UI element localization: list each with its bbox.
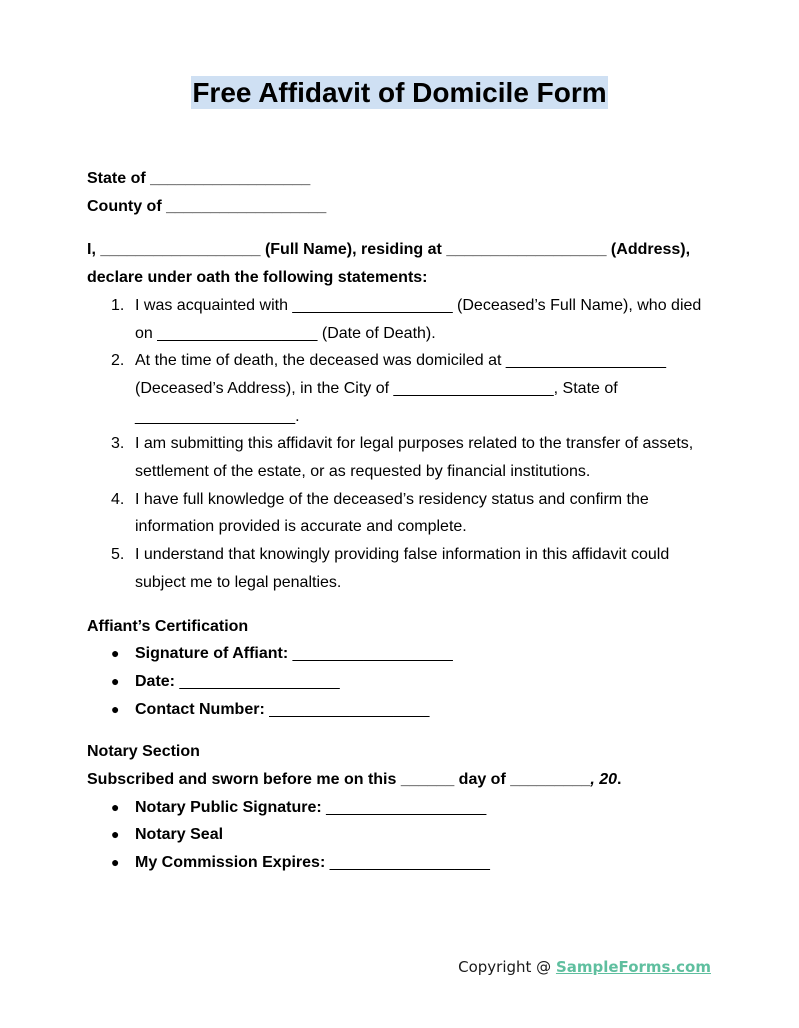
statement-text: I have full knowledge of the deceased’s residency status and confirm the information provided is accurate and complete. (135, 490, 649, 536)
bullet-icon: ● (111, 700, 120, 717)
field-label: My Commission Expires: (135, 854, 326, 872)
list-item (87, 794, 717, 822)
brand-link[interactable]: SampleForms.com (555, 958, 711, 976)
statement-list (87, 292, 717, 597)
certification-heading: Affiant’s Certification (87, 617, 249, 635)
form-body (87, 165, 717, 877)
bullet-icon: ● (111, 645, 120, 662)
statement-text: I understand that knowingly providing false information in this affidavit could subject me to legal penalties. (135, 546, 670, 591)
bullet-icon: ● (111, 826, 120, 843)
list-number: 5. (111, 546, 125, 564)
field-blank[interactable]: __________________ (269, 700, 430, 718)
list-item (87, 821, 717, 849)
field-label: Notary Seal (135, 826, 224, 844)
list-item (87, 849, 717, 877)
field-label: Date: (135, 672, 176, 690)
field-blank[interactable]: __________________ (329, 854, 490, 872)
statement-text: At the time of death, the deceased was domiciled at __________________ (Deceased’s Address), in the City of __________________, State of __________________. (135, 352, 667, 425)
statement-text: I am submitting this affidavit for legal purposes related to the transfer of assets, settlement of the estate, or as requested by financial institutions. (135, 435, 694, 481)
field-blank[interactable]: __________________ (326, 798, 487, 816)
bullet-icon: ● (111, 854, 120, 871)
statement-item (87, 541, 717, 596)
sworn-line (87, 766, 717, 794)
sworn-year: , 20 (590, 771, 617, 789)
field-label: Contact Number: (135, 700, 265, 718)
notary-list (87, 794, 717, 877)
list-item (87, 696, 717, 724)
field-blank[interactable]: __________________ (179, 672, 340, 690)
state-line: State of __________________ (87, 170, 311, 187)
field-label: Signature of Affiant: (135, 645, 289, 663)
copyright-text: Copyright @ (458, 958, 556, 976)
list-item (87, 640, 717, 668)
list-number: 1. (111, 296, 125, 314)
sworn-text: Subscribed and sworn before me on this ______ day of _________ (87, 771, 591, 789)
footer-copyright (458, 956, 711, 978)
title-area (0, 76, 799, 109)
list-number: 4. (111, 490, 125, 508)
list-item (87, 668, 717, 696)
statement-text: I was acquainted with __________________ (Deceased’s Full Name), who died on __________________ (Date of Death). (135, 296, 702, 342)
statement-item (87, 292, 717, 347)
statement-item (87, 430, 717, 485)
notary-heading: Notary Section (87, 743, 200, 761)
field-blank[interactable]: __________________ (292, 645, 453, 663)
certification-list (87, 640, 717, 723)
list-number: 2. (111, 352, 125, 370)
statement-item (87, 347, 717, 430)
field-label: Notary Public Signature: (135, 798, 322, 816)
bullet-icon: ● (111, 672, 120, 689)
bullet-icon: ● (111, 798, 120, 815)
intro-paragraph: I, __________________ (Full Name), residing at __________________ (Address), declare under oath the following statements: (87, 241, 691, 287)
list-number: 3. (111, 435, 125, 453)
statement-item (87, 486, 717, 541)
sworn-end: . (617, 771, 622, 789)
county-line: County of __________________ (87, 197, 327, 215)
page-title: Free Affidavit of Domicile Form (192, 77, 607, 108)
